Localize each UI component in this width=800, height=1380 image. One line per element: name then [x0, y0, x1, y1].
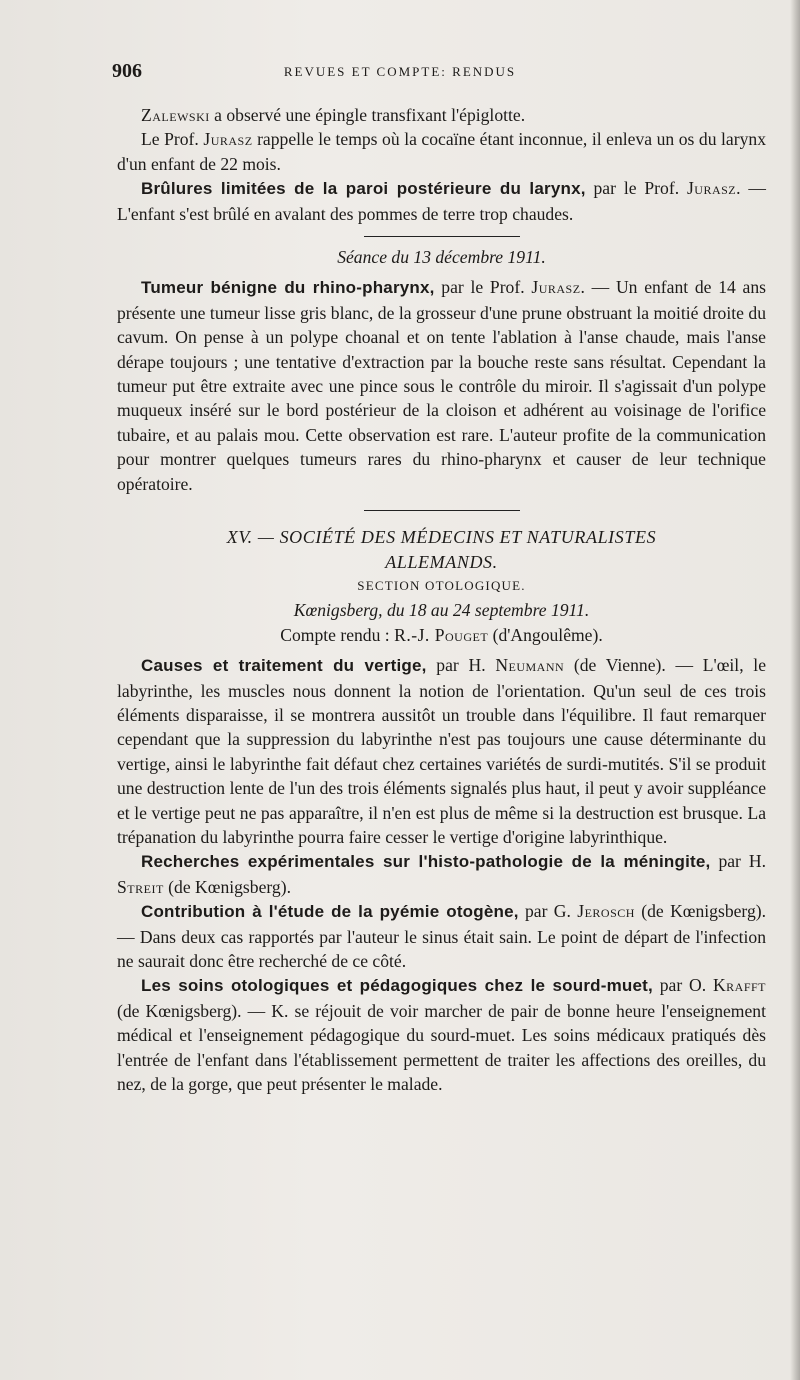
section-rule — [364, 236, 520, 237]
author-name: Krafft — [712, 975, 766, 996]
paragraph-text: (de Kœnigsberg). — K. se réjouit de voir marcher de pair de bonne heure l'enseignement médical et l'enseignement pédagogique du sourd-muet. Les soins médicaux pratiqués dès l'entrée de l'enfant dans l'établissement permettent de traiter les affections des oreilles, du nez, de la gorge, que peut présenter le malade. — [117, 1000, 766, 1095]
article-title: Causes et traitement du vertige, — [141, 656, 427, 676]
paragraph-brulures — [117, 176, 766, 226]
paragraph-text: rappelle le temps où la cocaïne étant inconnue, il enleva un os du larynx d'un enfant de 22 mois. — [117, 129, 766, 174]
society-heading-line2: ALLEMANDS. — [385, 551, 498, 572]
paragraph-jurasz-cocaine — [117, 127, 766, 176]
paragraph-text: (de Kœnigsberg). — Dans deux cas rapportés par l'auteur le sinus était sain. Le point de départ de l'infection ne saurait donc être recherché de ce côté. — [117, 901, 767, 971]
page-number: 906 — [112, 60, 142, 82]
author-name: Jerosch — [577, 901, 635, 922]
byline: par le Prof. — [585, 178, 687, 199]
byline: par H. — [426, 655, 496, 676]
article-title: Brûlures limitées de la paroi postérieure du larynx, — [141, 179, 586, 199]
author-name: Jurasz — [531, 277, 581, 298]
byline: par le Prof. — [434, 277, 532, 298]
article-title: Contribution à l'étude de la pyémie otogène, — [141, 902, 519, 922]
reporter-name: R.-J. Pouget — [394, 624, 489, 645]
report-credit — [117, 623, 766, 647]
page-header — [0, 58, 800, 88]
byline: par G. — [518, 901, 578, 922]
byline: par H. — [710, 851, 766, 872]
author-name: Jurasz — [203, 129, 253, 150]
paragraph-vertige — [117, 653, 766, 849]
author-name: Streit — [117, 876, 164, 897]
place-date: Kœnigsberg, du 18 au 24 septembre 1911. — [293, 600, 590, 621]
paragraph-tumeur — [117, 275, 766, 496]
paragraph-text: . — Un enfant de 14 ans présente une tumeur lisse gris blanc, de la grosseur d'une prune obstruant la moitié droite du cavum. On pense à un polype choanal et on tente l'ablation à l'anse chaude, mais l'anse dérape toujours ; une tentative d'extraction par la bouche reste sans résultat. Cependant la tumeur put être extraite avec une pince sous le contrôle du miroir. Il s'agissait d'un polype muqueux inséré sur le bord postérieur de la cloison et adhérent au voisinage de l'orifice tubaire, et au palais mou. Cette observation est rare. L'auteur profite de la communication pour montrer quelques tumeurs rares du rhino-pharynx et causer de leur technique opératoire. — [117, 277, 766, 494]
paragraph-zalewski — [117, 103, 766, 127]
article-title: Tumeur bénigne du rhino-pharynx, — [141, 278, 435, 298]
page-body — [117, 103, 766, 1096]
paragraph-text: (de Vienne). — L'œil, le labyrinthe, les muscles nous donnent la notion de l'orientation. Qu'un seul de ces trois éléments disparaisse, il se montrera aussitôt un trouble dans l'équilibre. Il faut remarquer cependant que la suppression du labyrinthe n'est pas toujours une cause déterminante du vertige, ainsi le labyrinthe fait défaut chez certaines variétés de surdi-mutités. S'il se produit une destruction lente de l'un des trois éléments signalés plus haut, il peut y avoir suppléance et le vertige peut ne pas apparaître, il n'en est plus de même si la destruction est brusque. La trépanation du labyrinthe pourra faire cesser le vertige d'origine labyrinthique. — [117, 655, 767, 847]
paragraph-pyemie — [117, 899, 766, 973]
paragraph-text: (de Kœnigsberg). — [163, 876, 291, 897]
author-name: Zalewski — [141, 105, 210, 125]
article-title: Recherches expérimentales sur l'histo-pathologie de la méningite, — [141, 852, 711, 872]
paragraph-meningite — [117, 849, 766, 899]
report-prefix: Compte rendu : — [280, 624, 395, 645]
author-name: Jurasz — [686, 178, 737, 199]
scan-edge-shadow — [790, 0, 800, 1380]
paragraph-text: . — L'enfant s'est brûlé en avalant des pommes de terre trop chaudes. — [117, 178, 766, 224]
article-title: Les soins otologiques et pédagogiques chez le sourd-muet, — [141, 976, 653, 996]
section-subheading: SECTION OTOLOGIQUE. — [357, 577, 526, 593]
society-heading-line1: XV. — SOCIÉTÉ DES MÉDECINS ET NATURALISTES — [226, 527, 657, 548]
byline: par O. — [652, 975, 713, 996]
paragraph-text: a observé une épingle transfixant l'épiglotte. — [209, 105, 526, 125]
running-title: REVUES ET COMPTE: RENDUS — [283, 64, 517, 79]
report-suffix: (d'Angoulême). — [488, 624, 603, 645]
paragraph-sourd-muet — [117, 973, 766, 1096]
paragraph-prefix: Le Prof. — [141, 129, 204, 150]
section-rule — [364, 510, 520, 511]
seance-date: Séance du 13 décembre 1911. — [337, 247, 546, 268]
author-name: Neumann — [495, 655, 565, 676]
